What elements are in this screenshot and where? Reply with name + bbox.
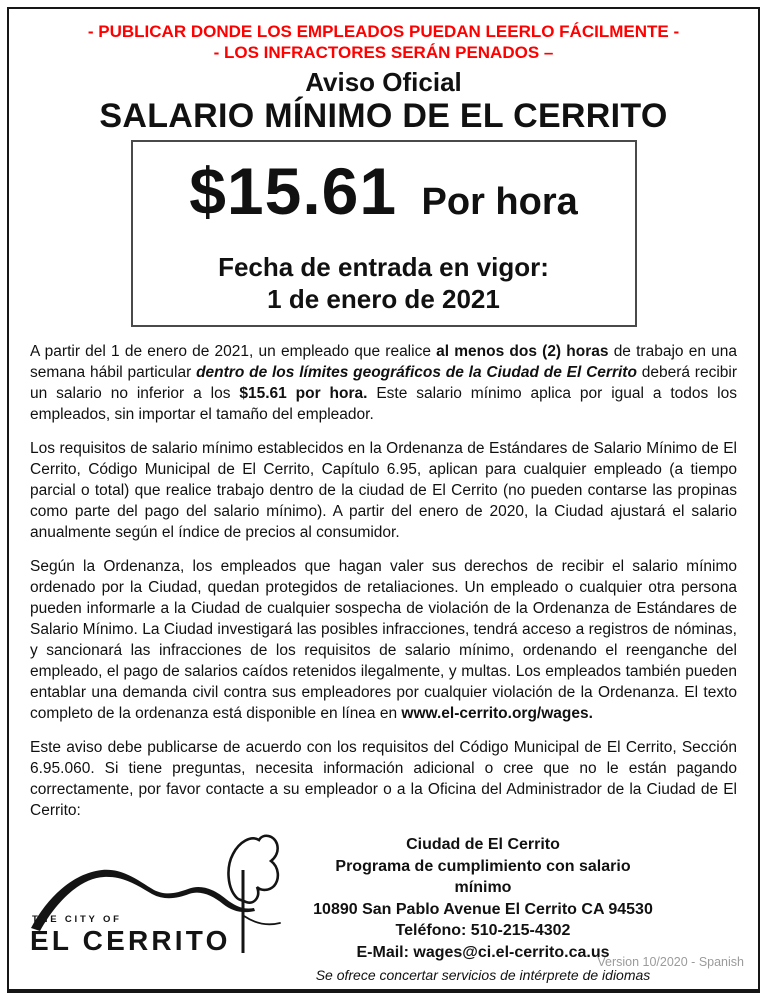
- contact-phone: Teléfono: 510-215-4302: [395, 922, 571, 939]
- effective-date-label: Fecha de entrada en vigor:: [218, 252, 549, 282]
- posting-requirement-paragraph: Este aviso debe publicarse de acuerdo con los requisitos del Código Municipal de El Cerrito, Sección 6.95.060. Si tiene preguntas, necesita información adicional o cree que no le están pagando correctamente, por favor contacte a su empleador o a la Oficina del Administrador de la Ciudad de El Cerrito:: [30, 739, 737, 819]
- wage-amount-line: [141, 156, 627, 245]
- intro-paragraph: A partir del 1 de enero de 2021, un empleado que realice al menos dos (2) horas de trabajo en una semana hábil particular dentro de los límites geográficos de la Ciudad de El Cerrito deberá recibir un salario no inferior a los $15.61 por hora. Este salario mínimo aplica por igual a todos los empleados, sin importar el tamaño del empleador.: [30, 343, 738, 423]
- posting-instruction-line2: - LOS INFRACTORES SERÁN PENADOS –: [213, 43, 554, 62]
- logo-wordmark: EL CERRITO: [30, 925, 231, 956]
- notice-subtitle: Aviso Oficial: [305, 67, 462, 97]
- interpreter-note: Se ofrece concertar servicios de intérprete de idiomas: [315, 967, 651, 983]
- wage-amount: $15.61: [189, 154, 398, 228]
- effective-date-value: 1 de enero de 2021: [267, 284, 500, 314]
- posting-instruction-line1: - PUBLICAR DONDE LOS EMPLEADOS PUEDAN LEERLO FÁCILMENTE -: [87, 22, 680, 41]
- version-stamp: Version 10/2020 - Spanish: [597, 955, 744, 969]
- retaliation-protection-paragraph: Según la Ordenanza, los empleados que hagan valer sus derechos de recibir el salario mínimo ordenado por la Ciudad, quedan protegidos de retaliaciones. Un empleado o cualquier otra persona pueden informarle a la Ciudad de cualquier sospecha de violación de la Ordenanza de Estándares de Salario Mínimo. La Ciudad investigará las posibles infracciones, tendrá acceso a registros de nóminas, y sancionará las infracciones de los requisitos de salario mínimo, ordenando el reenganche del empleado, el pago de salarios caídos retenidos ilegalmente, y multas. Los empleados también pueden entablar una demanda civil contra sus empleadores por cualquier violación de la Ordenanza. El texto completo de la ordenanza está disponible en línea en www.el-cerrito.org/wages.: [30, 558, 737, 722]
- el-cerrito-logo: [30, 834, 268, 985]
- ordinance-scope-paragraph: Los requisitos de salario mínimo establecidos en la Ordenanza de Estándares de Salario Mínimo de El Cerrito, Código Municipal de El Cerrito, Capítulo 6.95, aplican para cualquier empleado (a tiempo parcial o total) que realice trabajo dentro de la ciudad de El Cerrito (no pueden contarse las propinas como parte del pago del salario mínimo). A partir del enero de 2020, la Ciudad ajustará el salario anualmente según el índice de precios al consumidor.: [30, 440, 737, 541]
- wage-rate-box: [131, 140, 637, 327]
- contact-program-line2: mínimo: [454, 879, 512, 896]
- page-title: SALARIO MÍNIMO DE EL CERRITO: [99, 97, 668, 135]
- contact-program-line1: Programa de cumplimiento con salario: [335, 857, 631, 875]
- wage-unit: Por hora: [421, 181, 578, 223]
- contact-email: E-Mail: wages@ci.el-cerrito.ca.us: [356, 943, 610, 961]
- body-text: [23, 341, 744, 821]
- contact-org: Ciudad de El Cerrito: [406, 836, 560, 853]
- contact-address: 10890 San Pablo Avenue El Cerrito CA 94530: [313, 900, 653, 918]
- logo-tagline: THE CITY OF: [32, 914, 122, 925]
- poster-border-frame: [7, 7, 760, 993]
